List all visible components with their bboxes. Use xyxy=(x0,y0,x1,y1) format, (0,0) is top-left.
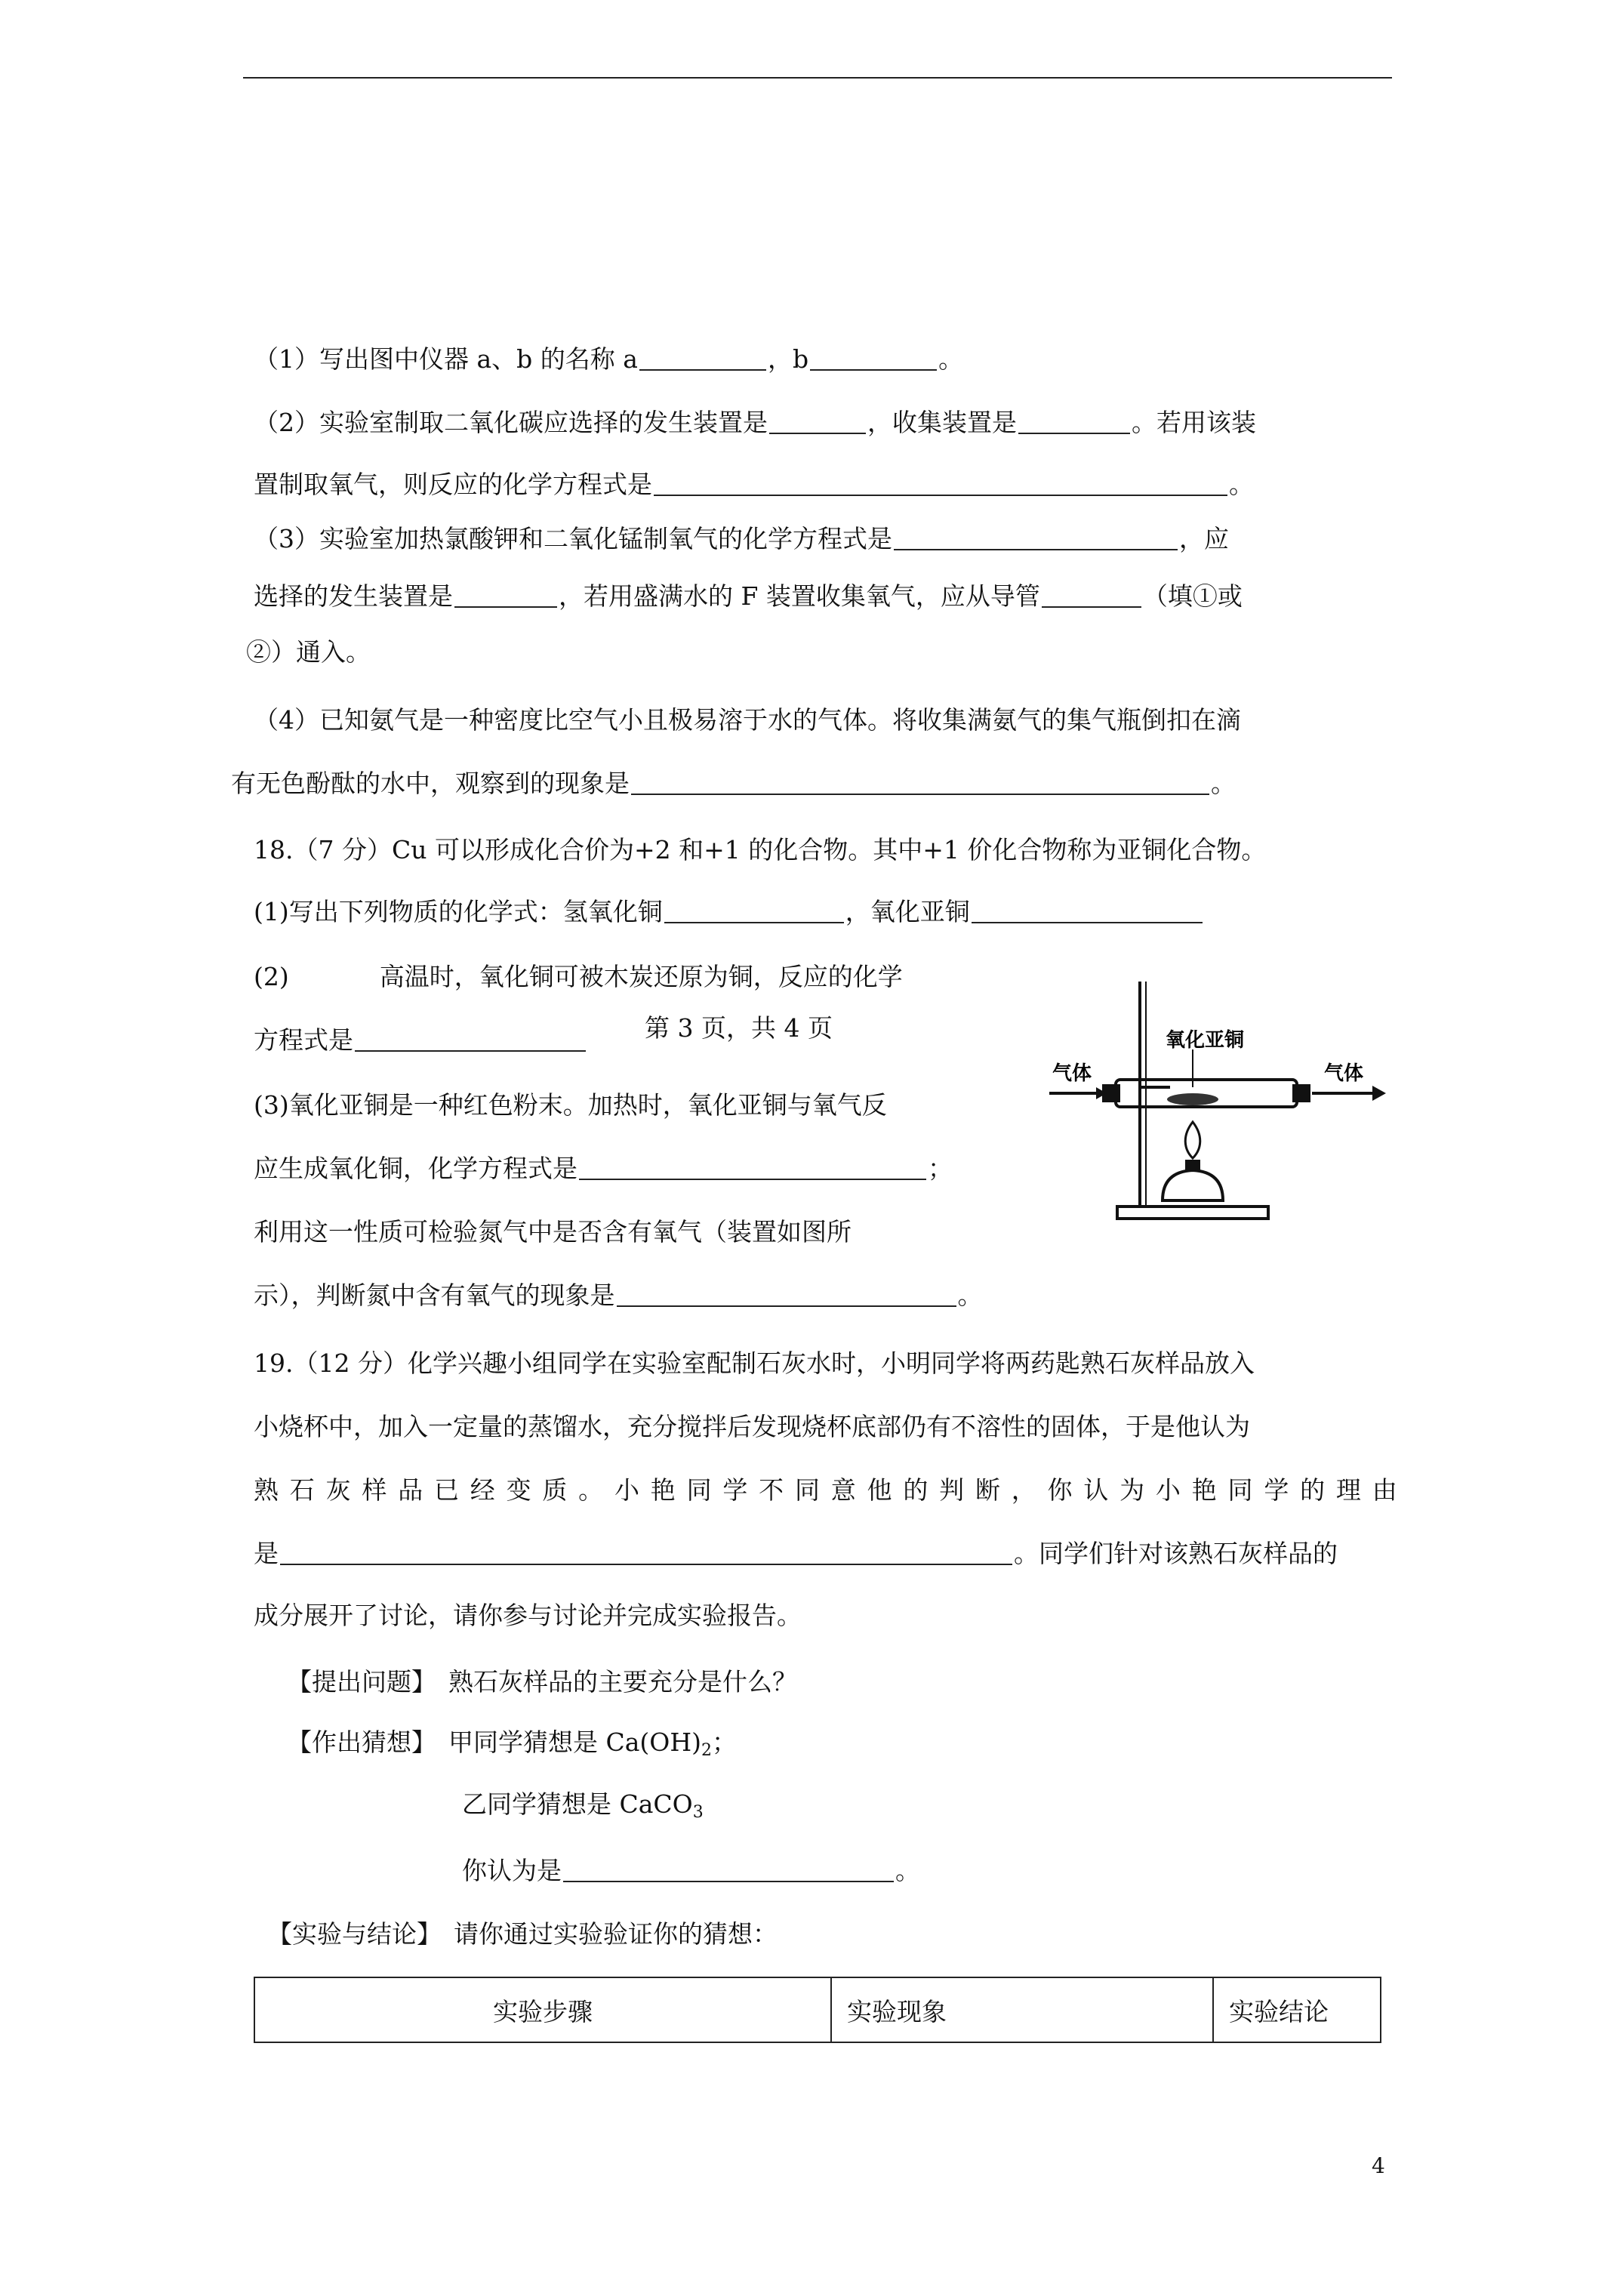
right-arrow-icon xyxy=(1372,1086,1386,1101)
q19-line3-char: 他 xyxy=(867,1475,892,1505)
alcohol-lamp xyxy=(1163,1170,1223,1200)
answer-blank-b[interactable] xyxy=(810,344,937,371)
q17-p3-line2-text-a: 选择的发生装置是 xyxy=(254,581,453,611)
q19-line3-char: 理 xyxy=(1335,1475,1361,1505)
guess-c-end: 。 xyxy=(895,1856,920,1885)
q18-p3-line4-text-a: 示），判断氮中含有氧气的现象是 xyxy=(254,1281,615,1310)
q17-part3-line2 xyxy=(254,580,1243,613)
q18-part3-line4 xyxy=(254,1279,983,1312)
q18-title xyxy=(254,834,1266,867)
q18-p3-line4-end: 。 xyxy=(957,1281,983,1310)
q17-part2-line1 xyxy=(254,406,1256,439)
q19-line3-char: 同 xyxy=(686,1475,712,1505)
q17-p3-text-a: （3）实验室加热氯酸钾和二氧化锰制氧气的化学方程式是 xyxy=(254,524,892,553)
flame-icon xyxy=(1185,1122,1200,1158)
q19-line3-char: 的 xyxy=(1300,1475,1326,1505)
q19-line3-char: 认 xyxy=(1083,1475,1109,1505)
q19-line3-char: 灰 xyxy=(325,1475,351,1505)
q19-line1 xyxy=(254,1347,1255,1380)
q19-line3-char: 艳 xyxy=(650,1475,676,1505)
page-label-text: 第 3 页，共 4 页 xyxy=(645,1013,833,1043)
answer-blank-your-guess[interactable] xyxy=(563,1855,894,1882)
q17-p2-text-b: ，收集装置是 xyxy=(867,408,1017,437)
table-header-row xyxy=(254,1977,1381,2042)
q17-p3-line3-text: ②）通入。 xyxy=(246,637,371,667)
apparatus-figure xyxy=(1049,974,1404,1231)
label-gas-out: 气体 xyxy=(1324,1062,1364,1085)
ask-label: 【提出问题】 xyxy=(287,1667,436,1697)
q18-p1-text-a: (1)写出下列物质的化学式：氢氧化铜 xyxy=(254,897,663,926)
q19-line3-char: 样 xyxy=(362,1475,387,1505)
q18-part2-line1 xyxy=(254,960,903,994)
q19-line3-char: 熟 xyxy=(254,1475,279,1505)
q18-p2-num: (2) xyxy=(254,962,289,991)
q19-line3-char: 断 xyxy=(975,1475,1000,1505)
exp-text: 请你通过实验验证你的猜想： xyxy=(454,1919,778,1949)
exp-label: 【实验与结论】 xyxy=(267,1919,442,1949)
q19-line5-text: 成分展开了讨论，请你参与讨论并完成实验报告。 xyxy=(254,1601,802,1630)
q19-line3 xyxy=(254,1474,1397,1507)
q19-guess-a xyxy=(287,1726,737,1767)
q17-p1-text-b: ，b xyxy=(767,344,809,374)
table-header-steps: 实验步骤 xyxy=(254,1977,831,2042)
q19-line3-char: 艳 xyxy=(1191,1475,1217,1505)
q18-part3-line1 xyxy=(254,1089,887,1122)
q17-p4-line2-text: 有无色酚酞的水中，观察到的现象是 xyxy=(231,769,630,798)
table-header-phenomenon: 实验现象 xyxy=(831,1977,1213,2042)
q19-line1-text: 19.（12 分）化学兴趣小组同学在实验室配制石灰水时，小明同学将两药匙熟石灰样品放入 xyxy=(254,1348,1255,1378)
q18-title-text: 18.（7 分）Cu 可以形成化合价为+2 和+1 的化合物。其中+1 价化合物称为亚铜化合物。 xyxy=(254,835,1267,864)
q19-line3-char: 变 xyxy=(506,1475,531,1505)
answer-blank-tube[interactable] xyxy=(1042,581,1141,608)
q17-p3-text-b: ，应 xyxy=(1179,524,1229,553)
q19-line3-char: 的 xyxy=(903,1475,929,1505)
q18-p3-line2-text-a: 应生成氧化铜，化学方程式是 xyxy=(254,1154,577,1183)
guess-a-sub: 2 xyxy=(701,1741,712,1760)
q17-p2-line2-text: 置制取氧气，则反应的化学方程式是 xyxy=(254,470,652,499)
answer-blank-cu2o[interactable] xyxy=(972,896,1203,923)
q19-line3-char: 由 xyxy=(1372,1475,1397,1505)
q18-p3-line1-text: (3)氧化亚铜是一种红色粉末。加热时，氧化亚铜与氧气反 xyxy=(254,1090,887,1120)
q19-line4 xyxy=(254,1537,1338,1570)
q19-line4-text-b: 。同学们针对该熟石灰样品的 xyxy=(1014,1539,1338,1568)
q19-line3-char: 经 xyxy=(470,1475,495,1505)
q19-guess-c xyxy=(462,1854,920,1888)
answer-blank-generator[interactable] xyxy=(769,407,866,434)
q18-part3-line3 xyxy=(254,1216,852,1249)
guess-c-text: 你认为是 xyxy=(462,1856,562,1885)
q19-line3-char: 学 xyxy=(722,1475,748,1505)
answer-blank-collector[interactable] xyxy=(1018,407,1130,434)
q18-p2-text: 高温时，氧化铜可被木炭还原为铜，反应的化学 xyxy=(379,962,903,991)
q18-part2-line2 xyxy=(254,1024,587,1057)
answer-blank-oxygen-phenomenon[interactable] xyxy=(617,1280,956,1307)
copper-oxide-powder xyxy=(1167,1093,1218,1105)
answer-blank-cuo-reduction[interactable] xyxy=(355,1025,586,1052)
q17-p3-line2-text-c: （填①或 xyxy=(1142,581,1243,611)
experiment-table xyxy=(254,1977,1381,2043)
page-label xyxy=(645,1012,833,1045)
q19-line4-text-a: 是 xyxy=(254,1539,279,1568)
q19-line3-char: 为 xyxy=(1119,1475,1145,1505)
q19-line3-char: 品 xyxy=(398,1475,423,1505)
guess-b-sub: 3 xyxy=(692,1803,704,1822)
q18-p1-text-b: ，氧化亚铜 xyxy=(845,897,970,926)
q18-p3-line2-end: ； xyxy=(928,1154,953,1183)
q18-part3-line2 xyxy=(254,1152,953,1185)
q19-line3-char: 同 xyxy=(1227,1475,1253,1505)
stand-base xyxy=(1117,1207,1268,1219)
q17-p2-text-a: （2）实验室制取二氧化碳应选择的发生装置是 xyxy=(254,408,768,437)
label-cuprous-oxide: 氧化亚铜 xyxy=(1166,1029,1245,1052)
q17-part3-line3 xyxy=(246,636,371,669)
answer-blank-reason[interactable] xyxy=(280,1538,1012,1565)
q19-line3-char: 不 xyxy=(759,1475,784,1505)
q19-line3-char: 判 xyxy=(939,1475,965,1505)
q19-ask xyxy=(287,1666,797,1699)
q18-p3-line3-text: 利用这一性质可检验氮气中是否含有氧气（装置如图所 xyxy=(254,1217,852,1247)
q17-p2-text-c: 。若用该装 xyxy=(1132,408,1256,437)
guess-b-text: 乙同学猜想是 CaCO xyxy=(462,1789,693,1819)
q19-line3-char: ， xyxy=(1011,1475,1036,1505)
answer-blank-equation-o2[interactable] xyxy=(654,469,1227,496)
ask-text: 熟石灰样品的主要充分是什么？ xyxy=(448,1667,797,1697)
answer-blank-a[interactable] xyxy=(639,344,766,371)
q19-line5 xyxy=(254,1599,802,1632)
answer-blank-kclo3-generator[interactable] xyxy=(454,581,557,608)
q17-part4-line1 xyxy=(254,704,1241,737)
guess-a-end: ； xyxy=(712,1727,737,1757)
q17-p4-line1-text: （4）已知氨气是一种密度比空气小且极易溶于水的气体。将收集满氨气的集气瓶倒扣在滴 xyxy=(254,705,1241,735)
q19-line3-char: 质 xyxy=(542,1475,568,1505)
q17-part2-line2 xyxy=(254,468,1254,501)
q19-exp xyxy=(267,1918,778,1951)
q19-line3-char: 你 xyxy=(1047,1475,1073,1505)
q19-line3-char: 意 xyxy=(830,1475,856,1505)
q19-line3-char: 小 xyxy=(614,1475,639,1505)
header-rule xyxy=(243,77,1392,79)
q17-p3-line2-text-b: ，若用盛满水的 F 装置收集氧气，应从导管 xyxy=(559,581,1040,611)
lamp-wick xyxy=(1185,1160,1200,1172)
q19-line3-char: 小 xyxy=(1155,1475,1181,1505)
answer-blank-cuoh2[interactable] xyxy=(664,896,844,923)
q19-line3-char: 石 xyxy=(289,1475,315,1505)
answer-blank-ammonia-phenomenon[interactable] xyxy=(631,768,1209,795)
right-stopper xyxy=(1292,1084,1310,1102)
q17-p4-end: 。 xyxy=(1211,769,1236,798)
guess-label: 【作出猜想】 xyxy=(287,1727,436,1757)
q17-part4-line2 xyxy=(231,767,1236,800)
q17-part1 xyxy=(254,343,963,376)
q19-line2-text: 小烧杯中，加入一定量的蒸馏水，充分搅拌后发现烧杯底部仍有不溶性的固体，于是他认为 xyxy=(254,1412,1250,1441)
guess-a-text: 甲同学猜想是 Ca(OH) xyxy=(448,1727,701,1757)
q17-p1-text-a: （1）写出图中仪器 a、b 的名称 a xyxy=(254,344,638,374)
q17-p2-end: 。 xyxy=(1229,470,1254,499)
q17-part3-line1 xyxy=(254,522,1229,556)
q19-line3-char: 学 xyxy=(1264,1475,1289,1505)
table-header-conclusion: 实验结论 xyxy=(1213,1977,1381,2042)
q19-guess-b xyxy=(462,1788,704,1829)
q19-line3-char: 。 xyxy=(578,1475,604,1505)
page-number: 4 xyxy=(1372,2153,1385,2178)
q19-line2 xyxy=(254,1410,1250,1444)
label-gas-in: 气体 xyxy=(1052,1062,1092,1085)
q19-line3-char: 已 xyxy=(433,1475,459,1505)
q18-p2-line2-text: 方程式是 xyxy=(254,1025,353,1055)
q17-p1-end: 。 xyxy=(938,344,964,374)
answer-blank-cu2o-oxidation[interactable] xyxy=(579,1153,926,1180)
answer-blank-kclo3-equation[interactable] xyxy=(894,523,1178,550)
q18-part1 xyxy=(254,895,1204,929)
q19-line3-char: 同 xyxy=(794,1475,820,1505)
